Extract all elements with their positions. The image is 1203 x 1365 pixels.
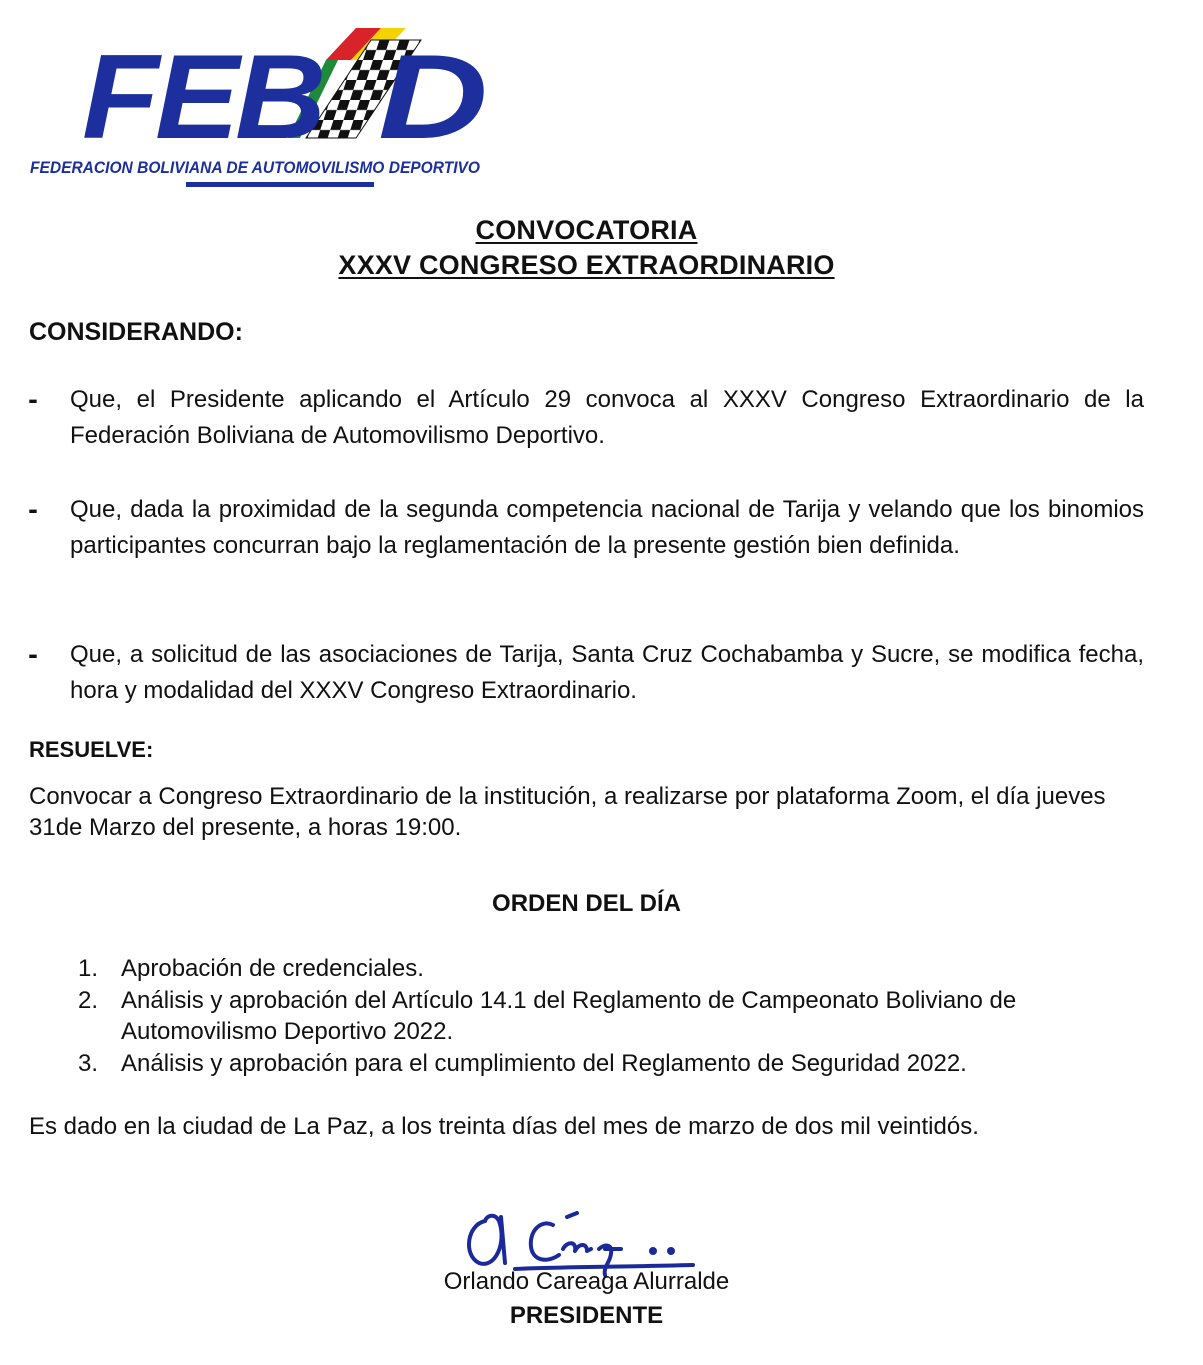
considerando-item-text: Que, el Presidente aplicando el Artículo 29 convoca al XXXV Congreso Extraordinario de la Federación Boliviana de Automovilismo Deportivo. bbox=[70, 386, 1144, 449]
resuelve-text: Convocar a Congreso Extraordinario de la institución, a realizarse por plataforma Zoom, el día jueves 31de Marzo del presente, a horas 19:00. bbox=[29, 783, 1106, 841]
considerando-item-text: Que, a solicitud de las asociaciones de Tarija, Santa Cruz Cochabamba y Sucre, se modifica fecha, hora y modalidad del XXXV Congreso Extraordinario. bbox=[70, 641, 1144, 704]
svg-text:D: D bbox=[378, 30, 488, 164]
closing-text: Es dado en la ciudad de La Paz, a los treinta días del mes de marzo de dos mil veintidós. bbox=[29, 1113, 979, 1140]
svg-text:FEB: FEB bbox=[82, 30, 323, 164]
considerando-item bbox=[28, 492, 1144, 564]
agenda-item bbox=[78, 985, 1148, 1047]
agenda-number: 2. bbox=[78, 987, 99, 1014]
document-title bbox=[0, 213, 1173, 283]
febad-logo bbox=[26, 20, 496, 195]
febad-logo-graphic bbox=[26, 20, 496, 195]
agenda-item bbox=[78, 1048, 1148, 1079]
agenda-number: 1. bbox=[78, 955, 99, 982]
agenda-number: 3. bbox=[78, 1050, 99, 1077]
signatory-role: PRESIDENTE bbox=[509, 1302, 664, 1329]
considerando-heading: CONSIDERANDO: bbox=[29, 318, 243, 346]
bullet-dash: - bbox=[28, 496, 38, 524]
considerando-item bbox=[28, 637, 1144, 709]
agenda-text: Aprobación de credenciales. bbox=[121, 955, 424, 982]
bullet-dash: - bbox=[28, 641, 38, 669]
agenda-item bbox=[78, 953, 1148, 984]
bullet-dash: - bbox=[28, 386, 38, 414]
logo-subtitle: FEDERACION BOLIVIANA DE AUTOMOVILISMO DEPORTIVO bbox=[30, 158, 480, 177]
considerando-item bbox=[28, 382, 1144, 454]
title-line-2: XXXV CONGRESO EXTRAORDINARIO bbox=[338, 250, 835, 280]
signatory-name: Orlando Careaga Alurralde bbox=[443, 1268, 730, 1295]
title-line-1: CONVOCATORIA bbox=[475, 215, 698, 245]
orden-del-dia-title: ORDEN DEL DÍA bbox=[492, 890, 681, 917]
agenda-list bbox=[78, 953, 1148, 1080]
considerando-item-text: Que, dada la proximidad de la segunda competencia nacional de Tarija y velando que los binomios participantes concurran bajo la reglamentación de la presente gestión bien definida. bbox=[70, 496, 1144, 559]
resuelve-heading: RESUELVE: bbox=[29, 737, 154, 762]
agenda-text: Análisis y aprobación para el cumplimiento del Reglamento de Seguridad 2022. bbox=[121, 1050, 967, 1077]
agenda-text: Análisis y aprobación del Artículo 14.1 del Reglamento de Campeonato Boliviano de Automovilismo Deportivo 2022. bbox=[121, 987, 1017, 1045]
